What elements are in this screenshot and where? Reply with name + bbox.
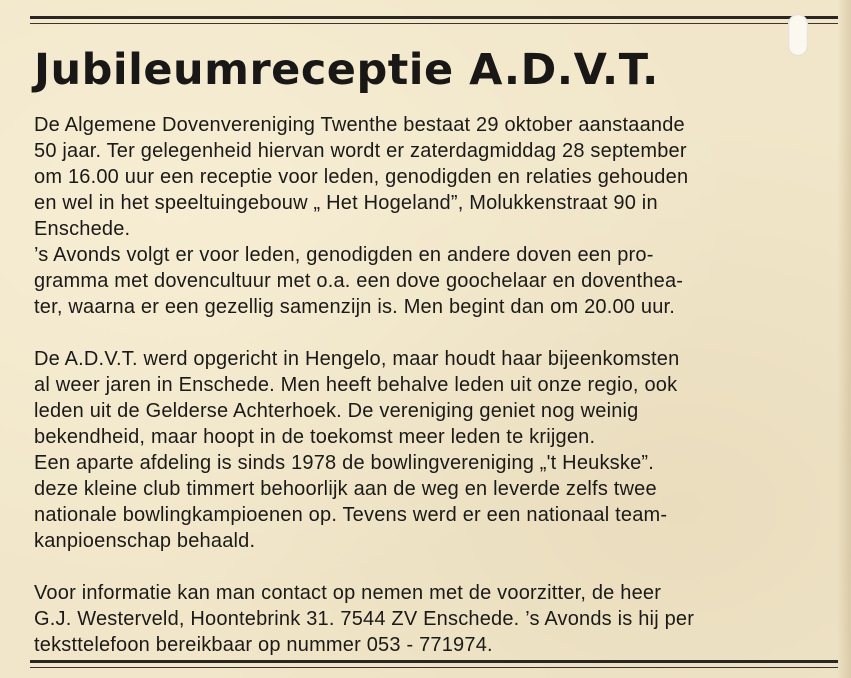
paragraph-reception bbox=[34, 112, 834, 320]
paragraph-gap bbox=[34, 320, 834, 346]
text-line: gramma met dovencultuur met o.a. een dove goochelaar en doventhea- bbox=[34, 270, 684, 292]
text-line: en wel in het speeltuingebouw „ Het Hogeland”, Molukkenstraat 90 in bbox=[34, 192, 658, 214]
text-line: kanpioenschap behaald. bbox=[34, 530, 256, 552]
top-rule bbox=[30, 16, 838, 19]
top-rule-thin bbox=[30, 23, 838, 24]
bottom-rule-thin bbox=[30, 667, 838, 668]
torn-edge bbox=[837, 0, 851, 678]
text-line: al weer jaren in Enschede. Men heeft behalve leden uit onze regio, ook bbox=[34, 374, 678, 396]
text-line: Enschede. bbox=[34, 218, 131, 240]
text-line: 50 jaar. Ter gelegenheid hiervan wordt er zaterdagmiddag 28 september bbox=[34, 140, 687, 162]
text-line: ter, waarna er een gezellig samenzijn is. Men begint dan om 20.00 uur. bbox=[34, 296, 676, 318]
punch-hole bbox=[788, 14, 808, 56]
text-line: Voor informatie kan man contact op nemen met de voorzitter, de heer bbox=[34, 582, 662, 604]
text-line: G.J. Westerveld, Hoontebrink 31. 7544 ZV Enschede. ’s Avonds is hij per bbox=[34, 608, 695, 630]
text-line: Een aparte afdeling is sinds 1978 de bowlingvereniging „'t Heukske”. bbox=[34, 452, 655, 474]
text-line: nationale bowlingkampioenen op. Tevens werd er een nationaal team- bbox=[34, 504, 668, 526]
bottom-rule bbox=[30, 660, 838, 663]
text-line: De A.D.V.T. werd opgericht in Hengelo, maar houdt haar bijeenkomsten bbox=[34, 348, 680, 370]
paragraph-contact bbox=[34, 580, 834, 658]
text-line: leden uit de Gelderse Achterhoek. De vereniging geniet nog weinig bbox=[34, 400, 639, 422]
article-headline: Jubileumreceptie A.D.V.T. bbox=[34, 45, 659, 95]
text-line: De Algemene Dovenvereniging Twenthe bestaat 29 oktober aanstaande bbox=[34, 114, 685, 136]
paragraph-history bbox=[34, 346, 834, 554]
paragraph-gap bbox=[34, 554, 834, 580]
text-line: ’s Avonds volgt er voor leden, genodigden en andere doven een pro- bbox=[34, 244, 654, 266]
text-line: om 16.00 uur een receptie voor leden, genodigden en relaties gehouden bbox=[34, 166, 689, 188]
text-line: deze kleine club timmert behoorlijk aan de weg en leverde zelfs twee bbox=[34, 478, 657, 500]
text-line: teksttelefoon bereikbaar op nummer 053 - 771974. bbox=[34, 634, 493, 656]
article-body bbox=[34, 112, 834, 658]
text-line: bekendheid, maar hoopt in de toekomst meer leden te krijgen. bbox=[34, 426, 596, 448]
